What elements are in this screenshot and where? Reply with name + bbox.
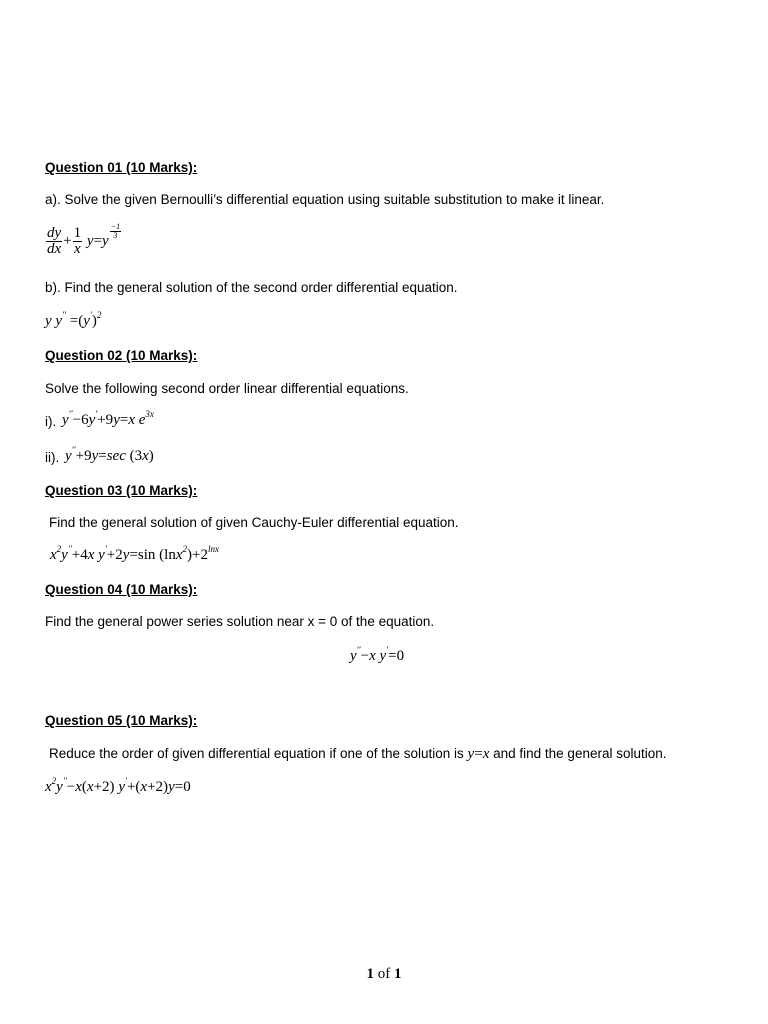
known-solution: y=x [467, 746, 490, 762]
question-01-heading: Question 01 (10 Marks): [45, 160, 198, 175]
question-02-heading: Question 02 (10 Marks): [45, 348, 198, 363]
second-order-equation: y $y'' =(y')^2$ [45, 310, 102, 329]
total-page-count: 1 [394, 966, 402, 982]
current-page-number: 1 [366, 966, 374, 982]
question-05-text-after: and find the general solution. [493, 746, 667, 761]
question-02-text: Solve the following second order linear differential equations. [45, 381, 409, 396]
bernoulli-equation: $\frac{dy}{dx}$ + $\frac{1}{x}$ y=y $^{\frac{-1}{3}}$ [47, 222, 121, 257]
question-03-heading: Question 03 (10 Marks): [45, 483, 198, 498]
reduction-of-order-equation: $x^2y''-x(x+2)$ y′+(x+2)y=0 [45, 776, 191, 795]
question-02ii-label: ii). [45, 450, 60, 465]
page-of-label: of [377, 966, 391, 982]
question-01b-text: b). Find the general solution of the second order differential equation. [45, 280, 458, 295]
question-05-text-before: Reduce the order of given differential equation if one of the solution is [49, 746, 464, 761]
question-04-text: Find the general power series solution near x = 0 of the equation. [45, 614, 435, 629]
cauchy-euler-equation: $x^2y''+4x$ y′+2y=sin $(\ln x^2)+2^{lnx}$ [50, 544, 219, 563]
question-02i-label: i). [45, 414, 57, 429]
question-04-heading: Question 04 (10 Marks): [45, 582, 198, 597]
question-05-text [49, 746, 667, 763]
question-01a-text: a). Solve the given Bernoulli’s differential equation using suitable substitution to make it linear. [45, 192, 605, 207]
question-03-text: Find the general solution of given Cauchy-Euler differential equation. [49, 515, 459, 530]
equation-02i: y′′−6y′+9y=x $e^{3x}$ [62, 409, 154, 428]
equation-02ii: y′′+9y=sec (3x) [65, 445, 154, 464]
power-series-equation: y′′−x y′=0 [350, 645, 405, 664]
page-footer [0, 966, 768, 983]
question-05-heading: Question 05 (10 Marks): [45, 713, 198, 728]
